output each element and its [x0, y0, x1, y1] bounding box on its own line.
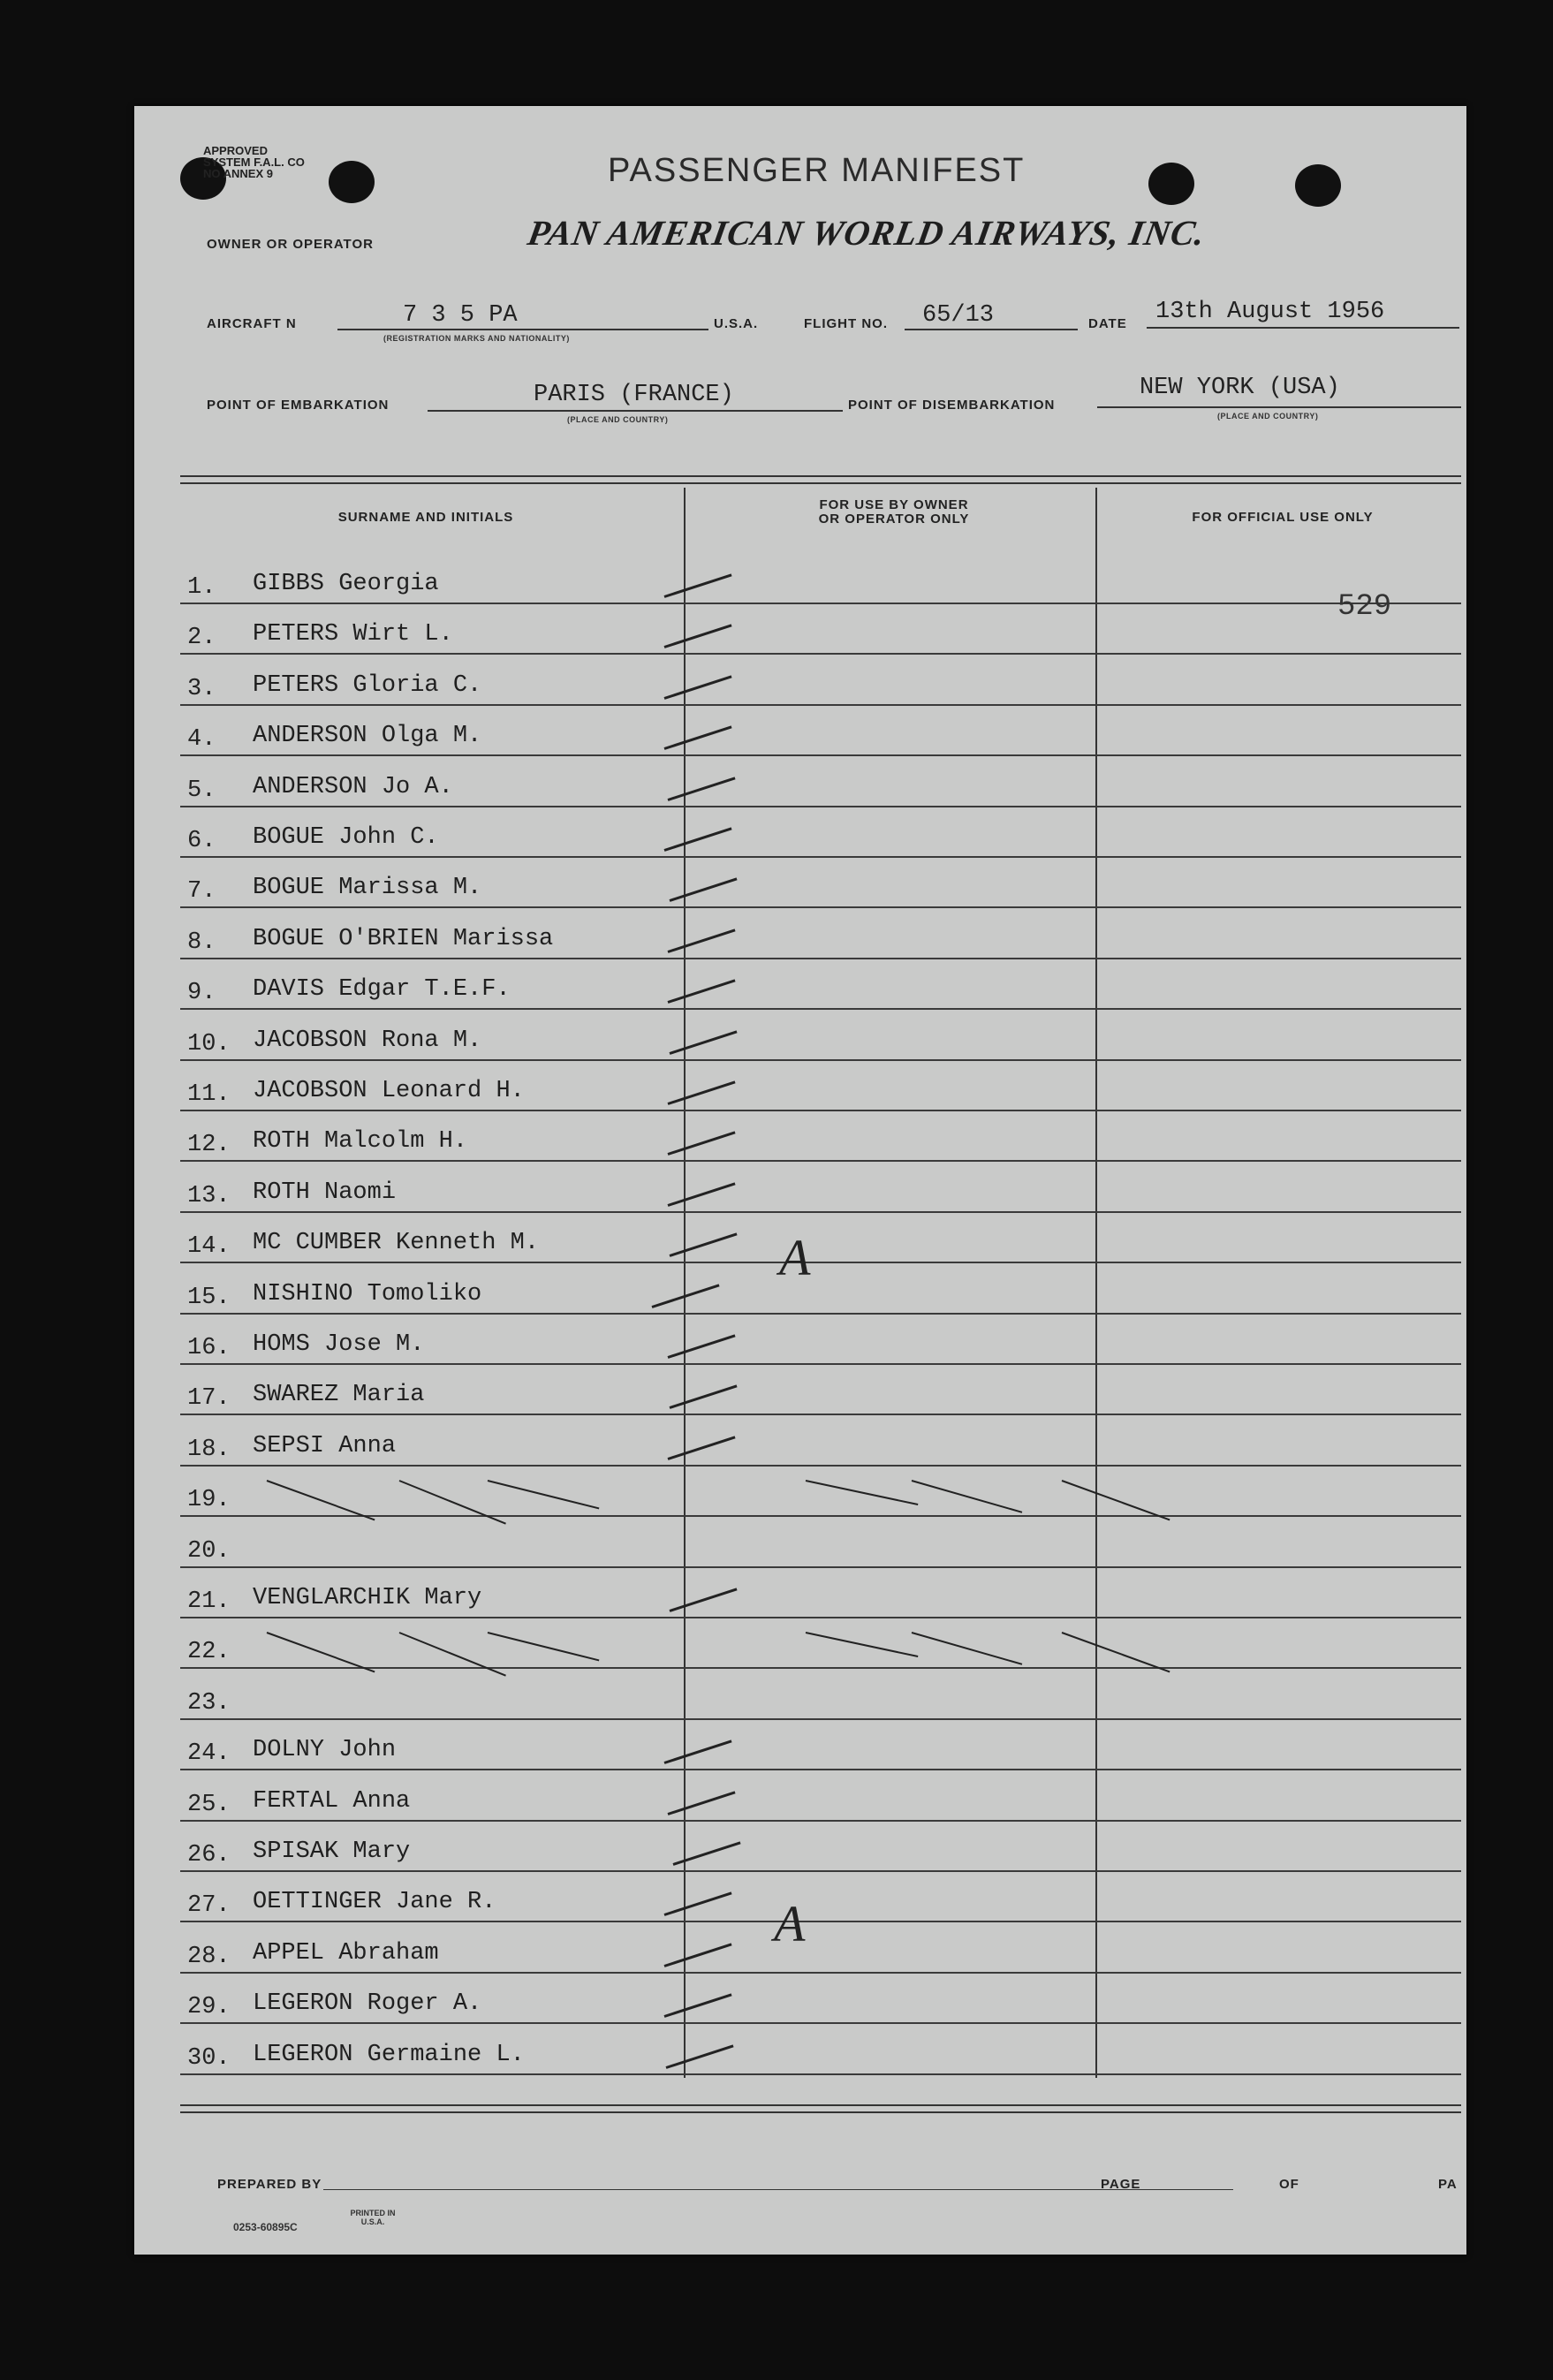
passenger-name: SWAREZ Maria — [253, 1382, 425, 1409]
row-number: 4. — [187, 726, 216, 754]
row-number: 28. — [187, 1943, 231, 1970]
row-number: 11. — [187, 1081, 231, 1108]
strike-mark — [912, 1480, 1023, 1513]
row-rule — [180, 1211, 1461, 1213]
passenger-name: LEGERON Roger A. — [253, 1990, 482, 2018]
usa-label: U.S.A. — [714, 316, 759, 331]
disembark-label: POINT OF DISEMBARKATION — [848, 398, 1056, 413]
punch-hole — [1148, 163, 1194, 205]
flight-underline — [905, 329, 1078, 330]
date-label: DATE — [1088, 316, 1127, 331]
passenger-name: LEGERON Germaine L. — [253, 2041, 525, 2068]
passenger-name: NISHINO Tomoliko — [253, 1280, 482, 1307]
strike-mark — [806, 1480, 919, 1505]
row-rule — [180, 2073, 1461, 2075]
official-number: 529 — [1337, 590, 1392, 624]
row-rule — [180, 2022, 1461, 2024]
pa-label: PA — [1438, 2177, 1458, 2192]
row-number: 21. — [187, 1588, 231, 1615]
check-mark — [670, 1385, 738, 1410]
passenger-name: JACOBSON Leonard H. — [253, 1078, 525, 1104]
row-number: 13. — [187, 1182, 231, 1209]
check-mark — [668, 929, 736, 953]
check-mark — [664, 1994, 732, 2019]
passenger-name: VENGLARCHIK Mary — [253, 1585, 482, 1611]
check-mark — [664, 726, 732, 751]
row-number: 25. — [187, 1791, 231, 1818]
row-number: 29. — [187, 1994, 231, 2021]
strike-mark — [488, 1632, 600, 1661]
check-mark — [670, 878, 738, 903]
row-rule — [180, 1160, 1461, 1162]
check-mark — [652, 1284, 720, 1308]
row-number: 24. — [187, 1740, 231, 1768]
disembark-value: NEW YORK (USA) — [1140, 375, 1340, 401]
passenger-name: DOLNY John — [253, 1737, 397, 1764]
company-name: PAN AMERICAN WORLD AIRWAYS, INC. — [525, 213, 1209, 253]
row-rule — [180, 704, 1461, 706]
row-number: 8. — [187, 929, 216, 956]
passenger-name: HOMS Jose M. — [253, 1331, 425, 1358]
aircraft-sub: (REGISTRATION MARKS AND NATIONALITY) — [383, 334, 570, 343]
row-number: 3. — [187, 675, 216, 702]
column-header-official: FOR OFFICIAL USE ONLY — [1192, 510, 1374, 525]
embark-underline — [428, 410, 843, 412]
embark-label: POINT OF EMBARKATION — [207, 398, 390, 413]
row-rule — [180, 1110, 1461, 1111]
row-number: 9. — [187, 980, 216, 1007]
passenger-name: ANDERSON Jo A. — [253, 773, 453, 800]
passenger-name: JACOBSON Rona M. — [253, 1027, 482, 1054]
printed-label: PRINTED IN U.S.A. — [350, 2209, 396, 2226]
row-number: 12. — [187, 1132, 231, 1159]
row-number: 15. — [187, 1284, 231, 1311]
disembark-sub: (PLACE AND COUNTRY) — [1217, 412, 1319, 421]
check-mark — [668, 1080, 736, 1105]
strike-mark — [912, 1632, 1023, 1665]
check-mark — [664, 625, 732, 649]
row-rule — [180, 958, 1461, 959]
row-number: 30. — [187, 2044, 231, 2072]
aircraft-label: AIRCRAFT N — [207, 316, 297, 331]
passenger-name: PETERS Wirt L. — [253, 621, 453, 648]
passenger-name: FERTAL Anna — [253, 1787, 411, 1815]
check-mark — [670, 1030, 738, 1055]
row-number: 23. — [187, 1689, 231, 1717]
passenger-name: BOGUE O'BRIEN Marissa — [253, 925, 554, 952]
row-rule — [180, 1870, 1461, 1872]
row-number: 7. — [187, 878, 216, 906]
row-rule — [180, 856, 1461, 858]
row-number: 20. — [187, 1537, 231, 1565]
row-rule — [180, 1363, 1461, 1365]
strike-mark — [806, 1632, 919, 1657]
row-number: 27. — [187, 1892, 231, 1920]
handwritten-mark: A — [779, 1229, 811, 1286]
column-header-surname: SURNAME AND INITIALS — [337, 510, 514, 525]
passenger-name: BOGUE Marissa M. — [253, 875, 482, 902]
passenger-name: SPISAK Mary — [253, 1838, 411, 1865]
row-rule — [180, 1718, 1461, 1720]
strike-mark — [399, 1480, 506, 1525]
prepared-by-label: PREPARED BY — [217, 2177, 322, 2192]
owner-label: OWNER OR OPERATOR — [207, 237, 374, 252]
check-mark — [668, 980, 736, 1004]
table-bottom-rule — [180, 2104, 1461, 2113]
check-mark — [668, 1132, 736, 1156]
punch-hole — [1295, 164, 1341, 207]
passenger-name: APPEL Abraham — [253, 1939, 439, 1967]
aircraft-underline — [337, 329, 708, 330]
check-mark — [670, 1233, 738, 1258]
row-rule — [180, 1566, 1461, 1568]
passenger-name: ROTH Malcolm H. — [253, 1128, 468, 1156]
check-mark — [668, 1436, 736, 1460]
row-rule — [180, 806, 1461, 807]
date-underline — [1147, 327, 1459, 329]
row-rule — [180, 1414, 1461, 1415]
flight-label: FLIGHT NO. — [804, 316, 888, 331]
row-rule — [180, 1617, 1461, 1618]
row-rule — [180, 754, 1461, 756]
check-mark — [668, 1334, 736, 1359]
row-number: 17. — [187, 1385, 231, 1413]
row-number: 26. — [187, 1842, 231, 1868]
row-rule — [180, 1262, 1461, 1263]
date-value: 13th August 1956 — [1155, 299, 1385, 325]
check-mark — [664, 1892, 732, 1917]
aircraft-value: 7 3 5 PA — [403, 302, 518, 329]
embark-sub: (PLACE AND COUNTRY) — [567, 415, 669, 424]
passenger-name: OETTINGER Jane R. — [253, 1889, 496, 1916]
column-divider — [1095, 488, 1097, 2078]
flight-value: 65/13 — [922, 302, 995, 329]
check-mark — [668, 1182, 736, 1207]
passenger-name: ROTH Naomi — [253, 1179, 397, 1206]
disembark-underline — [1097, 406, 1461, 408]
strike-mark — [488, 1480, 600, 1509]
check-mark — [670, 1588, 738, 1612]
row-rule — [180, 1465, 1461, 1467]
row-number: 19. — [187, 1487, 231, 1514]
check-mark — [664, 827, 732, 852]
row-rule — [180, 1769, 1461, 1770]
check-mark — [666, 2044, 734, 2069]
row-number: 18. — [187, 1436, 231, 1463]
row-rule — [180, 1059, 1461, 1061]
row-rule — [180, 1972, 1461, 1974]
row-rule — [180, 906, 1461, 908]
page-label: PAGE — [1101, 2177, 1141, 2192]
row-rule — [180, 1515, 1461, 1517]
row-rule — [180, 1667, 1461, 1669]
form-code: 0253-60895C — [233, 2221, 298, 2233]
passenger-name: MC CUMBER Kenneth M. — [253, 1230, 540, 1257]
passenger-name: BOGUE John C. — [253, 824, 439, 851]
row-number: 14. — [187, 1233, 231, 1261]
check-mark — [664, 1740, 732, 1765]
row-rule — [180, 1008, 1461, 1010]
row-rule — [180, 653, 1461, 655]
passenger-name: PETERS Gloria C. — [253, 671, 482, 699]
prepared-by-underline — [323, 2189, 1233, 2190]
column-header-owner: FOR USE BY OWNER OR OPERATOR ONLY — [818, 497, 970, 527]
table-top-rule — [180, 475, 1461, 484]
passenger-name: DAVIS Edgar T.E.F. — [253, 976, 511, 1004]
row-rule — [180, 603, 1461, 604]
check-mark — [664, 573, 732, 598]
check-mark — [668, 1791, 736, 1815]
row-number: 16. — [187, 1335, 231, 1361]
row-number: 6. — [187, 828, 216, 854]
check-mark — [664, 675, 732, 700]
passenger-name: SEPSI Anna — [253, 1432, 397, 1459]
passenger-name: ANDERSON Olga M. — [253, 723, 482, 750]
row-rule — [180, 1921, 1461, 1922]
row-rule — [180, 1820, 1461, 1822]
column-divider — [684, 488, 686, 2078]
approval-stamp: APPROVED SYSTEM F.A.L. CO NO ANNEX 9 — [203, 144, 305, 180]
row-number: 5. — [187, 777, 216, 804]
embark-value: PARIS (FRANCE) — [534, 382, 734, 408]
row-number: 22. — [187, 1639, 231, 1666]
manifest-sheet — [134, 106, 1466, 2255]
of-label: OF — [1279, 2177, 1299, 2192]
check-mark — [668, 777, 736, 801]
passenger-name: GIBBS Georgia — [253, 571, 439, 597]
row-number: 1. — [187, 574, 216, 601]
row-rule — [180, 1313, 1461, 1315]
row-number: 2. — [187, 625, 216, 652]
handwritten-mark: A — [774, 1895, 806, 1952]
page-title: PASSENGER MANIFEST — [608, 152, 1026, 189]
check-mark — [664, 1943, 732, 1967]
row-number: 10. — [187, 1030, 231, 1057]
strike-mark — [399, 1632, 506, 1677]
